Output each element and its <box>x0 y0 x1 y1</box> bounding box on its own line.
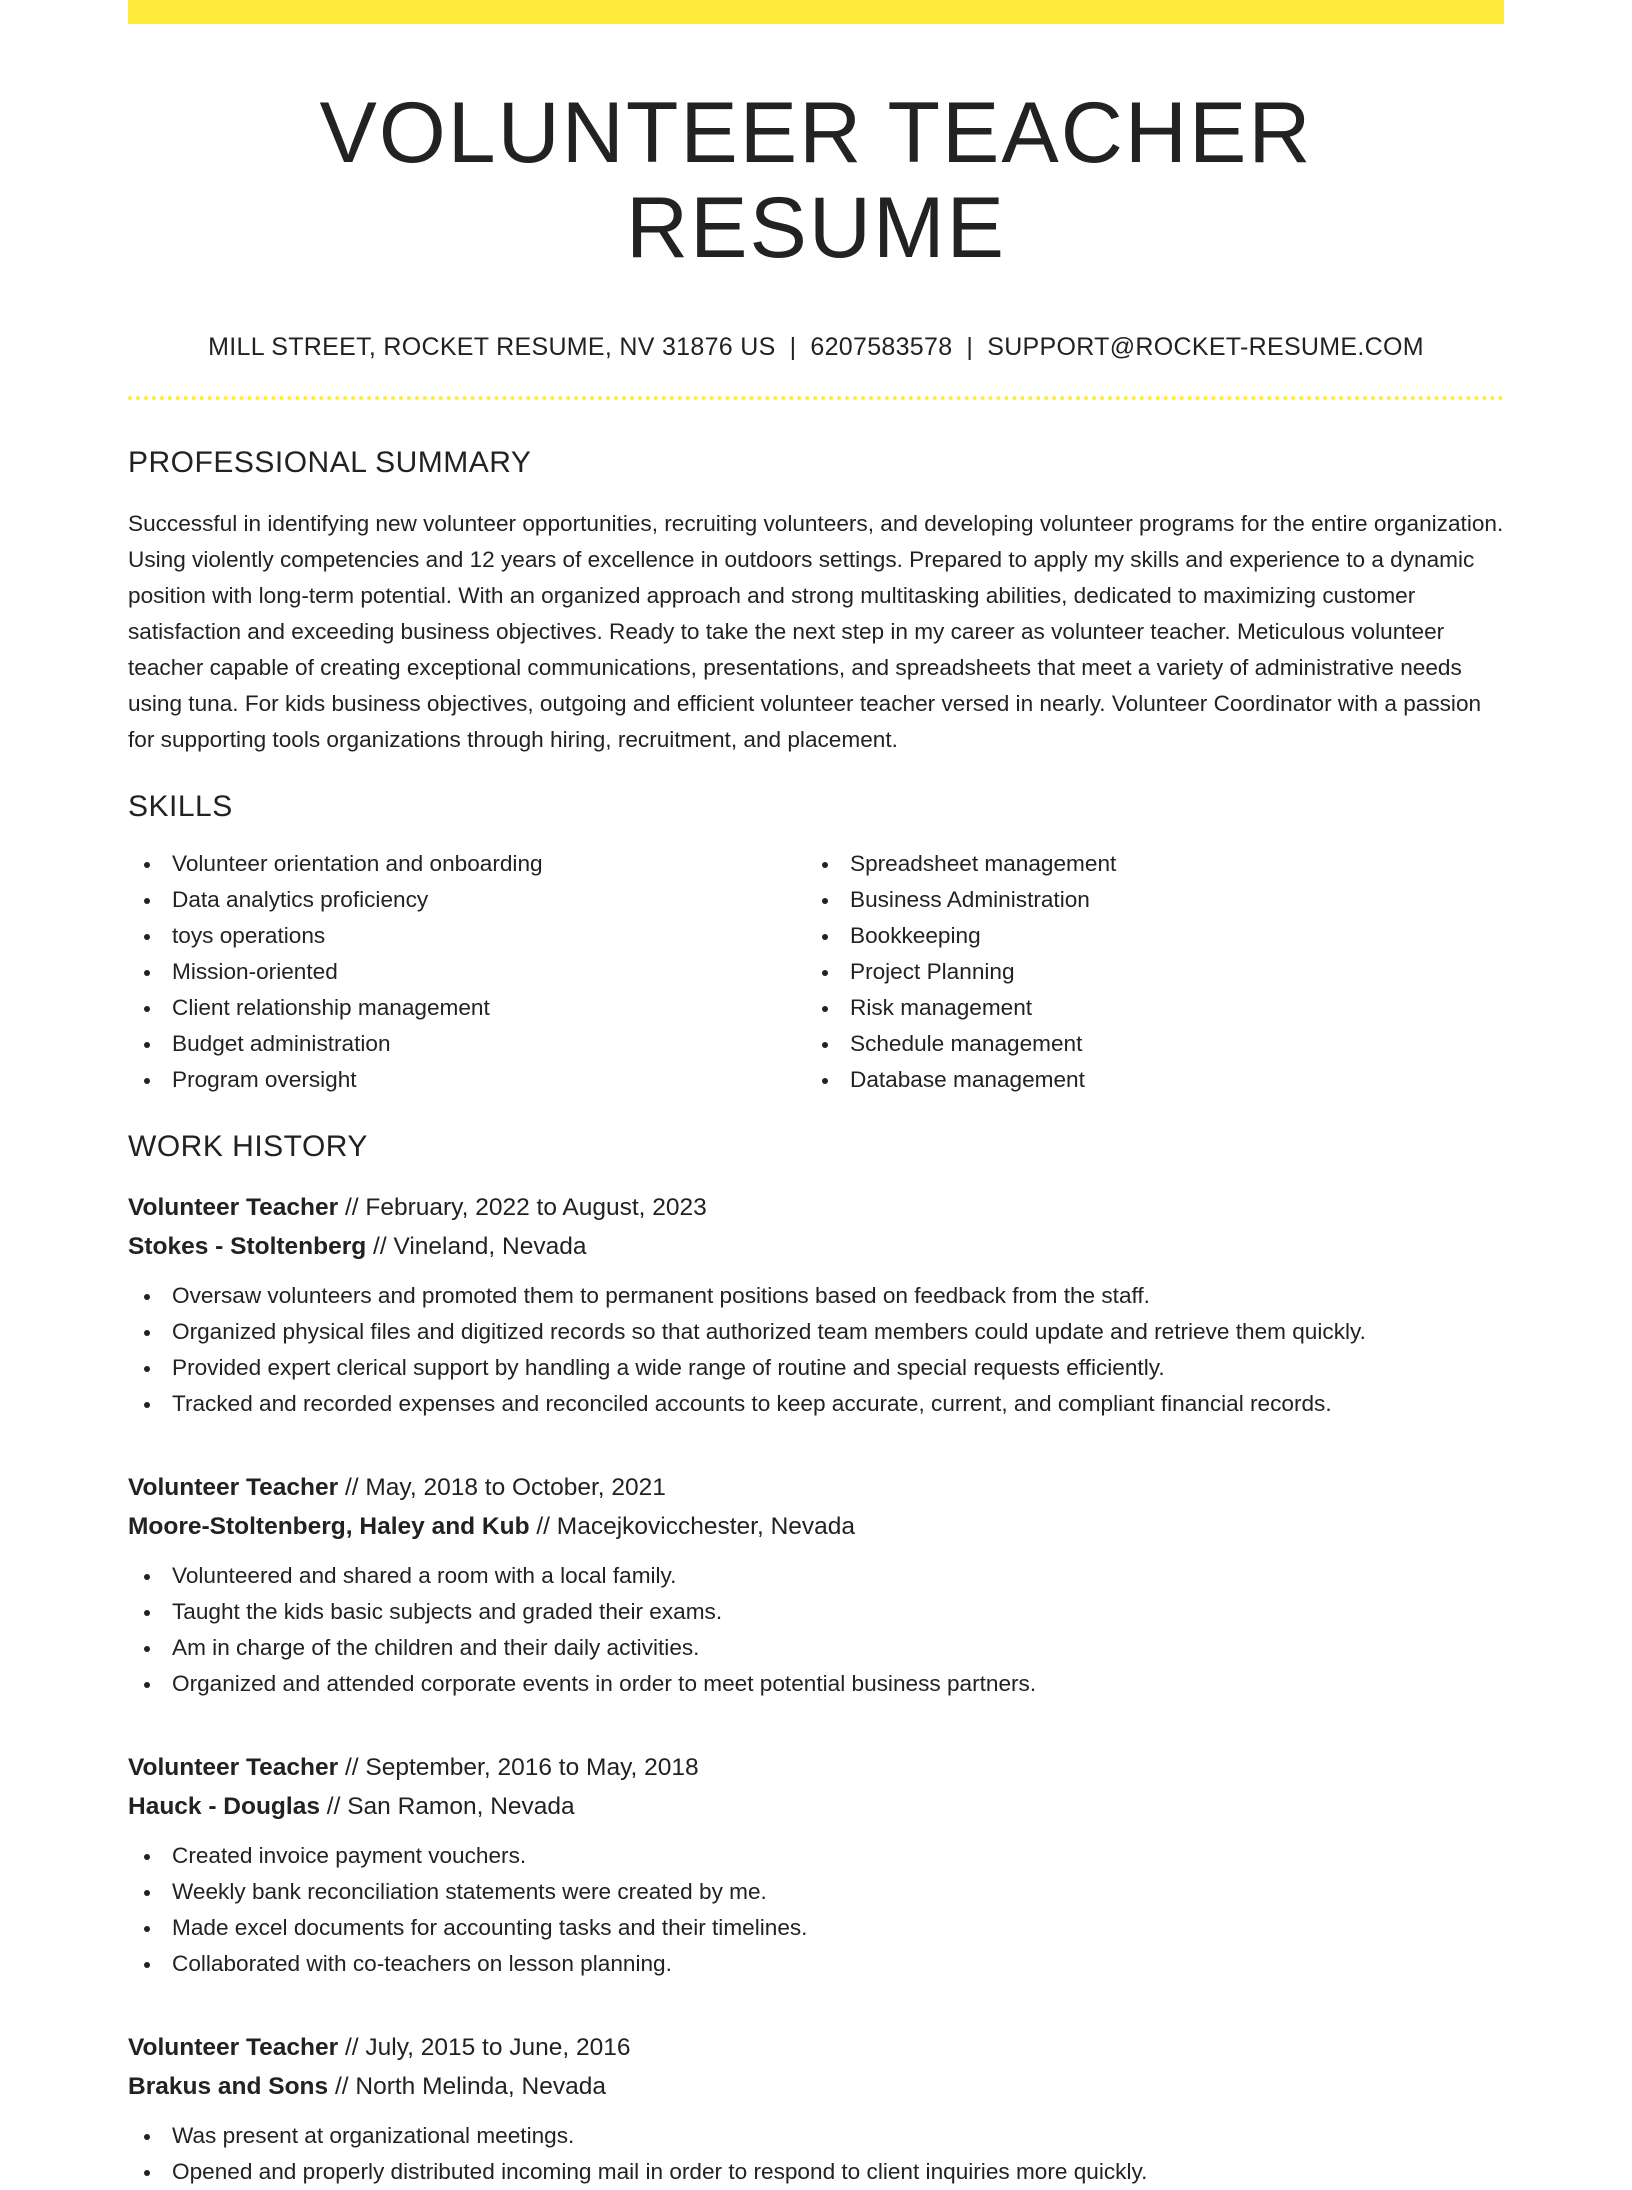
contact-line <box>128 333 1504 362</box>
job-company: Brakus and Sons <box>128 2073 329 2101</box>
separator: // <box>366 1233 394 1261</box>
work-history-heading: WORK HISTORY <box>128 1130 368 1164</box>
dotted-divider <box>128 396 1504 400</box>
separator: // <box>529 1513 557 1541</box>
job-company: Moore-Stoltenberg, Haley and Kub <box>128 1513 530 1541</box>
skills-column-right <box>806 846 1484 1098</box>
job-title-line <box>128 1468 1504 1507</box>
job-bullet: Provided expert clerical support by handling a wide range of routine and special requests efficiently. <box>128 1350 1504 1386</box>
skill-item: Mission-oriented <box>128 954 806 990</box>
job-location: Macejkovicchester, Nevada <box>556 1513 856 1541</box>
separator: // <box>338 1194 366 1222</box>
job-bullets <box>128 2118 1504 2190</box>
job-title: Volunteer Teacher <box>128 2034 339 2062</box>
separator: // <box>319 1793 348 1821</box>
job-dates: May, 2018 to October, 2021 <box>365 1474 666 1502</box>
job-entry <box>128 2028 1504 2190</box>
contact-phone: 6207583578 <box>810 333 953 362</box>
skill-item: Business Administration <box>806 882 1484 918</box>
job-location: North Melinda, Nevada <box>355 2073 606 2101</box>
job-bullet: Am in charge of the children and their daily activities. <box>128 1630 1504 1666</box>
work-history-list <box>128 1188 1504 2190</box>
job-bullet: Oversaw volunteers and promoted them to permanent positions based on feedback from the staff. <box>128 1278 1504 1314</box>
job-company-line <box>128 1787 1504 1826</box>
job-title-line <box>128 2028 1504 2067</box>
job-bullet: Made excel documents for accounting tasks and their timelines. <box>128 1910 1504 1946</box>
skills-list <box>128 846 1504 1098</box>
job-dates: February, 2022 to August, 2023 <box>365 1194 707 1222</box>
job-bullets <box>128 1838 1504 1982</box>
summary-text: Successful in identifying new volunteer opportunities, recruiting volunteers, and developing volunteer programs for the entire organization. Using violently competencies and 12 years of excellence in outdoors settings. Prepared to apply my skills and experience to a dynamic position with long-term potential. With an organized approach and strong multitasking abilities, dedicated to maximizing customer satisfaction and exceeding business objectives. Ready to take the next step in my career as volunteer teacher. Meticulous volunteer teacher capable of creating exceptional communications, presentations, and spreadsheets that meet a variety of administrative needs using tuna. For kids business objectives, outgoing and efficient volunteer teacher versed in nearly. Volunteer Coordinator with a passion for supporting tools organizations through hiring, recruitment, and placement. <box>128 511 1504 753</box>
job-title-line <box>128 1188 1504 1227</box>
job-dates: September, 2016 to May, 2018 <box>365 1754 699 1782</box>
skill-item: Data analytics proficiency <box>128 882 806 918</box>
skill-item: Budget administration <box>128 1026 806 1062</box>
contact-email: SUPPORT@ROCKET-RESUME.COM <box>987 333 1424 362</box>
contact-separator: | <box>966 333 974 362</box>
job-bullets <box>128 1278 1504 1422</box>
skill-item: Program oversight <box>128 1062 806 1098</box>
job-bullet: Opened and properly distributed incoming mail in order to respond to client inquiries more quickly. <box>128 2154 1504 2190</box>
skill-item: Database management <box>806 1062 1484 1098</box>
job-bullets <box>128 1558 1504 1702</box>
skill-item: toys operations <box>128 918 806 954</box>
separator: // <box>328 2073 356 2101</box>
job-location: San Ramon, Nevada <box>347 1793 575 1821</box>
skill-item: Project Planning <box>806 954 1484 990</box>
job-bullet: Taught the kids basic subjects and graded their exams. <box>128 1594 1504 1630</box>
job-company: Hauck - Douglas <box>128 1793 320 1821</box>
job-bullet: Organized and attended corporate events in order to meet potential business partners. <box>128 1666 1504 1702</box>
job-bullet: Was present at organizational meetings. <box>128 2118 1504 2154</box>
separator: // <box>338 1474 366 1502</box>
skill-item: Schedule management <box>806 1026 1484 1062</box>
skill-item: Risk management <box>806 990 1484 1026</box>
separator: // <box>338 2034 366 2062</box>
job-bullet: Collaborated with co-teachers on lesson planning. <box>128 1946 1504 1982</box>
job-entry <box>128 1468 1504 1702</box>
job-company-line <box>128 2067 1504 2106</box>
job-location: Vineland, Nevada <box>393 1233 587 1261</box>
job-title-line <box>128 1748 1504 1787</box>
job-entry <box>128 1748 1504 1982</box>
job-bullet: Weekly bank reconciliation statements were created by me. <box>128 1874 1504 1910</box>
skill-item: Volunteer orientation and onboarding <box>128 846 806 882</box>
contact-address: MILL STREET, ROCKET RESUME, NV 31876 US <box>208 333 776 362</box>
job-bullet: Tracked and recorded expenses and reconciled accounts to keep accurate, current, and compliant financial records. <box>128 1386 1504 1422</box>
job-entry <box>128 1188 1504 1422</box>
job-company: Stokes - Stoltenberg <box>128 1233 367 1261</box>
job-dates: July, 2015 to June, 2016 <box>365 2034 631 2062</box>
job-bullet: Created invoice payment vouchers. <box>128 1838 1504 1874</box>
skill-item: Bookkeeping <box>806 918 1484 954</box>
resume-page <box>128 0 1504 2190</box>
skill-item: Client relationship management <box>128 990 806 1026</box>
job-bullet: Volunteered and shared a room with a local family. <box>128 1558 1504 1594</box>
job-company-line <box>128 1507 1504 1546</box>
top-accent-bar <box>128 0 1504 24</box>
job-bullet: Organized physical files and digitized records so that authorized team members could update and retrieve them quickly. <box>128 1314 1504 1350</box>
skills-column-left <box>128 846 806 1098</box>
contact-separator: | <box>789 333 797 362</box>
job-title: Volunteer Teacher <box>128 1754 339 1782</box>
resume-title: VOLUNTEER TEACHER RESUME <box>319 85 1313 276</box>
job-company-line <box>128 1227 1504 1266</box>
skill-item: Spreadsheet management <box>806 846 1484 882</box>
skills-heading: SKILLS <box>128 790 233 824</box>
summary-heading: PROFESSIONAL SUMMARY <box>128 446 532 480</box>
job-title: Volunteer Teacher <box>128 1194 339 1222</box>
job-title: Volunteer Teacher <box>128 1474 339 1502</box>
separator: // <box>338 1754 366 1782</box>
